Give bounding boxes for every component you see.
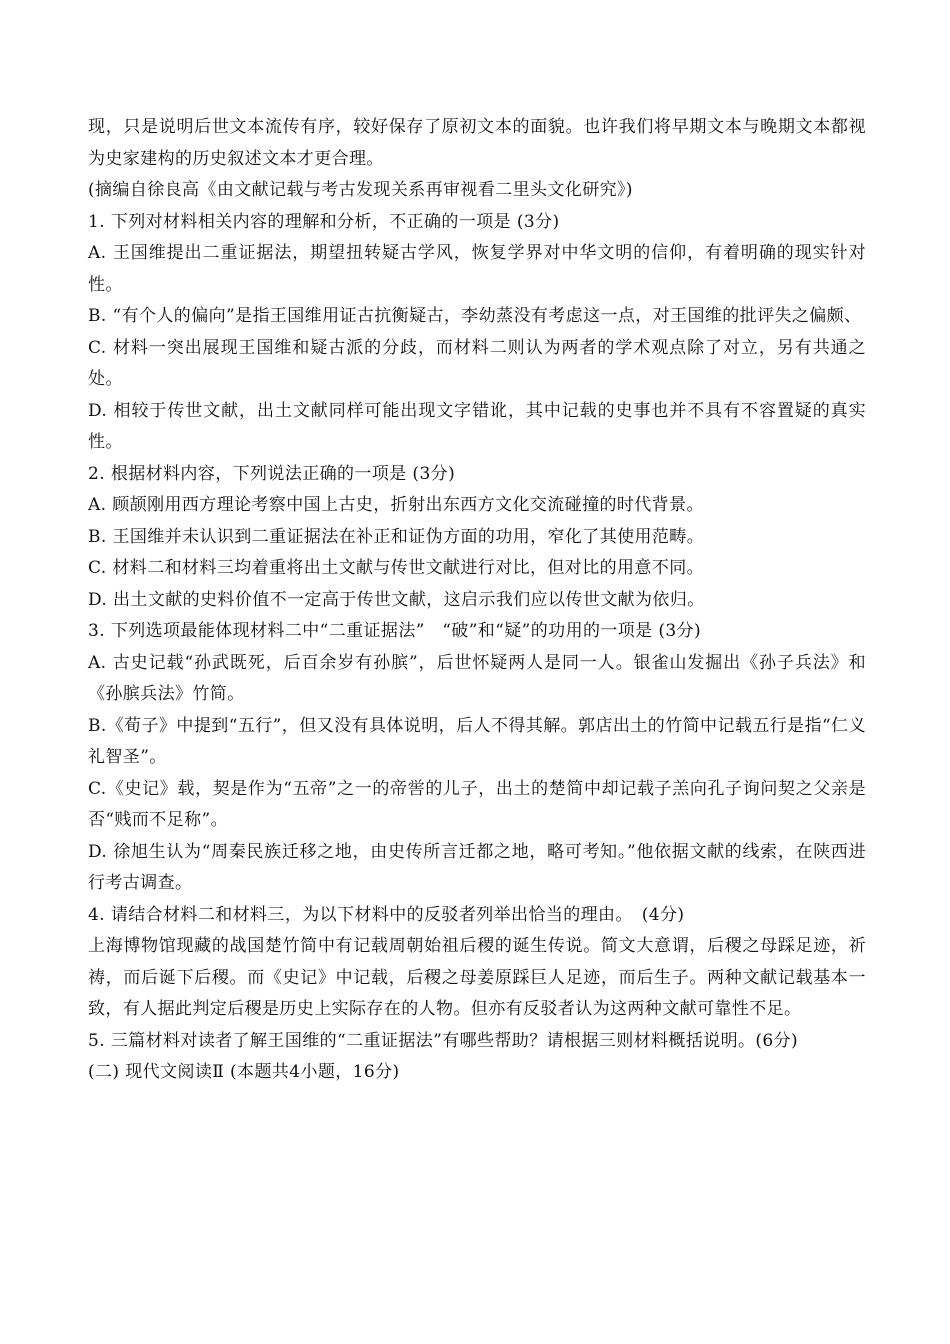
question-2-stem: 2. 根据材料内容，下列说法正确的一项是 (3分) — [88, 463, 456, 484]
document-page — [88, 112, 866, 1089]
question-3-option-a: A. 古史记载“孙武既死，后百余岁有孙膑”，后世怀疑两人是同一人。银雀山发掘出《孙子兵法》和《孙膑兵法》竹简。 — [88, 652, 866, 704]
source-citation: (摘编自徐良高《由文献记载与考古发现关系再审视看二里头文化研究》) — [88, 180, 633, 200]
question-2-option-a: A. 顾颉刚用西方理论考察中国上古史，折射出东西方文化交流碰撞的时代背景。 — [88, 495, 704, 515]
question-1-option-c: C. 材料一突出展现王国维和疑古派的分歧，而材料二则认为两者的学术观点除了对立，另有共通之处。 — [88, 337, 866, 389]
question-4-material: 上海博物馆现藏的战国楚竹简中有记载周朝始祖后稷的诞生传说。简文大意谓，后稷之母踩足迹，祈祷，而后诞下后稷。而《史记》中记载，后稷之母姜原踩巨人足迹，而后生子。两种文献记载基本一致，有人据此判定后稷是历史上实际存在的人物。但亦有反驳者认为这两种文献可靠性不足。 — [88, 936, 866, 1019]
question-2-option-d: D. 出土文献的史料价值不一定高于传世文献，这启示我们应以传世文献为依归。 — [88, 589, 705, 610]
question-3-option-c: C.《史记》载，契是作为“五帝”之一的帝喾的儿子，出土的楚简中却记载子羔向孔子询问契之父亲是否“贱而不足称”。 — [88, 778, 866, 830]
question-3-stem: 3. 下列选项最能体现材料二中“二重证据法” “破”和“疑”的功用的一项是 (3分) — [88, 621, 702, 641]
question-5-stem: 5. 三篇材料对读者了解王国维的“二重证据法”有哪些帮助？请根据三则材料概括说明。(6分) — [88, 1030, 799, 1051]
question-1-option-d: D. 相较于传世文献，出土文献同样可能出现文字错讹，其中记载的史事也并不具有不容置疑的真实性。 — [88, 400, 866, 452]
question-2-option-b: B. 王国维并未认识到二重证据法在补正和证伪方面的功用，窄化了其使用范畴。 — [88, 526, 705, 547]
question-2-option-c: C. 材料二和材料三均着重将出土文献与传世文献进行对比，但对比的用意不同。 — [88, 558, 705, 578]
section-heading: (二) 现代文阅读Ⅱ (本题共4小题，16分) — [88, 1062, 400, 1082]
question-4-stem: 4. 请结合材料二和材料三，为以下材料中的反驳者列举出恰当的理由。 (4分) — [88, 904, 685, 925]
question-1-option-b: B. “有个人的偏向”是指王国维用证古抗衡疑古，李幼蒸没有考虑这一点，对王国维的批评失之偏颇、 — [88, 306, 862, 326]
question-1-stem: 1. 下列对材料相关内容的理解和分析，不正确的一项是 (3分) — [88, 211, 560, 232]
question-1-option-a: A. 王国维提出二重证据法，期望扭转疑古学风，恢复学界对中华文明的信仰，有着明确的现实针对性。 — [88, 243, 866, 295]
passage-ending: 现，只是说明后世文本流传有序，较好保存了原初文本的面貌。也许我们将早期文本与晚期文本都视为史家建构的历史叙述文本才更合理。 — [88, 117, 866, 169]
question-3-option-b: B.《荀子》中提到“五行”，但又没有具体说明，后人不得其解。郭店出土的竹简中记载五行是指“仁义礼智圣”。 — [88, 715, 866, 767]
question-3-option-d: D. 徐旭生认为“周秦民族迁移之地，由史传所言迁都之地，略可考知。”他依据文献的线索，在陕西进行考古调查。 — [88, 841, 866, 893]
